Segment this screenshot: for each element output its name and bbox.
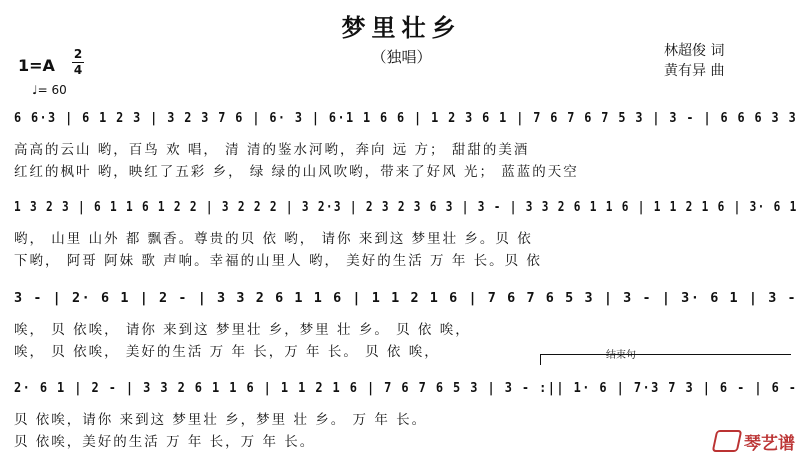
lyric-line-4-verse-1: 贝 依唉，请你 来到这 梦里壮 乡，梦里 壮 乡。 万 年 长。	[14, 412, 428, 428]
key-signature: 1=A	[18, 56, 55, 75]
lyric-line-1-verse-2: 红红的枫叶 哟，映红了五彩 乡， 绿 绿的山风吹哟，带来了好风 光； 蓝蓝的天空	[14, 164, 579, 180]
tempo-marking: ♩= 60	[32, 83, 67, 97]
time-signature-bottom: 4	[73, 63, 83, 77]
lyric-line-3-verse-2: 唉， 贝 依唉， 美好的生活 万 年 长，万 年 长。 贝 依 唉，	[14, 344, 440, 360]
ending-bracket	[540, 354, 791, 365]
time-signature-top: 2	[73, 47, 83, 61]
notation-row-1: 6 6·3 | 6 1 2 3 | 3 2 3 7 6 | 6· 3 | 6·1 1 6 6 | 1 2 3 6 1 | 7 6 7 6 7 5 3 | 3 - | 6 6 6 3 3	[14, 110, 798, 126]
notation-row-3: 3 - | 2· 6 1 | 2 - | 3 3 2 6 1 1 6 | 1 1 2 1 6 | 7 6 7 6 5 3 | 3 - | 3· 6 1 | 3 -	[14, 290, 798, 306]
logo-icon	[712, 430, 743, 452]
lyric-line-2-verse-1: 哟， 山里 山外 都 飘香。尊贵的贝 依 哟， 请你 来到这 梦里壮 乡。贝 依	[14, 231, 533, 247]
composer-credit: 黄有异 曲	[664, 63, 725, 79]
lyricist-credit: 林超俊 词	[664, 43, 725, 59]
notation-row-2: 1 3 2 3 | 6 1 1 6 1 2 2 | 3 2 2 2 | 3 2·3 | 2 3 2 3 6 3 | 3 - | 3 3 2 6 1 1 6 | 1 1 2 1 6 | 3· 6 1	[14, 199, 798, 215]
site-logo	[714, 429, 795, 454]
logo-text: 琴艺谱	[744, 434, 795, 454]
lyric-line-4-verse-2: 贝 依唉，美好的生活 万 年 长，万 年 长。	[14, 434, 316, 450]
lyric-line-1-verse-1: 高高的云山 哟，百鸟 欢 唱， 清 清的鉴水河哟，奔向 远 方； 甜甜的美酒	[14, 142, 530, 158]
ending-annotation: 结束句	[606, 350, 636, 361]
lyric-line-3-verse-1: 唉， 贝 依唉， 请你 来到这 梦里壮 乡，梦里 壮 乡。 贝 依 唉，	[14, 322, 471, 338]
time-signature	[72, 48, 84, 77]
performance-note: （独唱）	[371, 48, 432, 66]
song-title: 梦里壮乡	[341, 14, 462, 42]
notation-row-4: 2· 6 1 | 2 - | 3 3 2 6 1 1 6 | 1 1 2 1 6 | 7 6 7 6 5 3 | 3 - :|| 1· 6 | 7·3 7 3 | 6 - | 6 -	[14, 380, 798, 396]
lyric-line-2-verse-2: 下哟， 阿哥 阿妹 歌 声响。幸福的山里人 哟， 美好的生活 万 年 长。贝 依	[14, 253, 542, 269]
